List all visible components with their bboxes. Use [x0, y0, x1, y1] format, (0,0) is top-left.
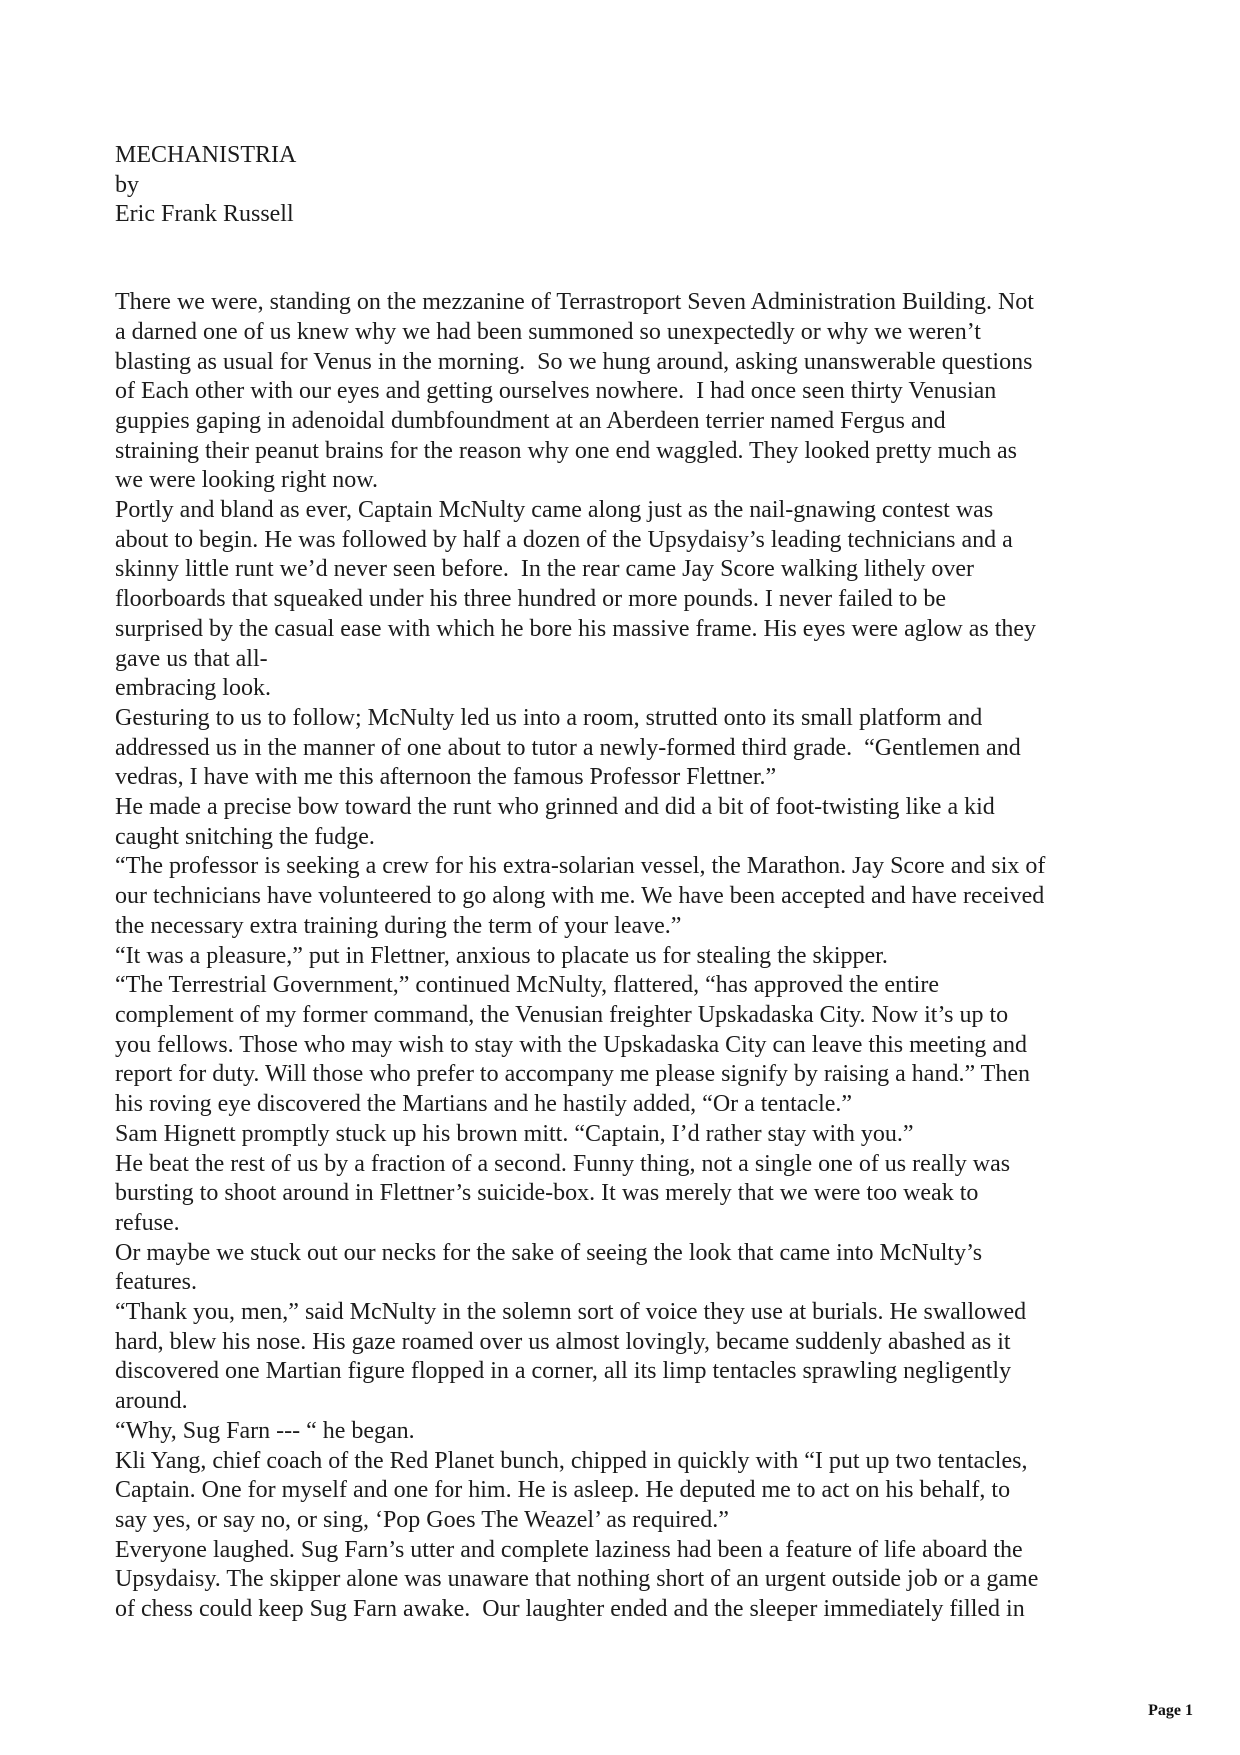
text-line: skinny little runt we’d never seen before. In the rear came Jay Score walking lithely over [115, 556, 975, 583]
text-line: embracing look. [115, 675, 271, 702]
paragraph [115, 1298, 1195, 1417]
text-line: addressed us in the manner of one about to tutor a newly-formed third grade. “Gentlemen and [115, 734, 1021, 761]
text-line: you fellows. Those who may wish to stay with the Upskadaska City can leave this meeting and [115, 1031, 1028, 1058]
paragraph [115, 852, 1195, 941]
text-line: guppies gaping in adenoidal dumbfoundment at an Aberdeen terrier named Fergus and [115, 407, 946, 434]
text-line: Gesturing to us to follow; McNulty led us into a room, strutted onto its small platform and [115, 704, 983, 731]
text-line: Captain. One for myself and one for him. He is asleep. He deputed me to act on his behalf, to [115, 1477, 1011, 1504]
title-block [115, 141, 1195, 230]
text-line: report for duty. Will those who prefer to accompany me please signify by raising a hand.” Then [115, 1061, 1030, 1088]
text-line: Everyone laughed. Sug Farn’s utter and complete laziness had been a feature of life aboard the [115, 1536, 1023, 1563]
paragraph [115, 1239, 1195, 1298]
text-line: He beat the rest of us by a fraction of a second. Funny thing, not a single one of us really was [115, 1150, 1011, 1177]
text-line: vedras, I have with me this afternoon the famous Professor Flettner.” [115, 764, 777, 791]
text-line: bursting to shoot around in Flettner’s suicide-box. It was merely that we were too weak to [115, 1180, 979, 1207]
text-line: He made a precise bow toward the runt who grinned and did a bit of foot-twisting like a kid [115, 794, 995, 821]
text-line: “Thank you, men,” said McNulty in the solemn sort of voice they use at burials. He swallowed [115, 1299, 1027, 1326]
text-line: a darned one of us knew why we had been summoned so unexpectedly or why we weren’t [115, 318, 981, 345]
text-line: gave us that all- [115, 645, 268, 672]
text-line: say yes, or say no, or sing, ‘Pop Goes The Weazel’ as required.” [115, 1506, 729, 1533]
text-line: “Why, Sug Farn --- “ he began. [115, 1417, 415, 1444]
story-title: MECHANISTRIA [115, 142, 297, 168]
text-line: Portly and bland as ever, Captain McNulty came along just as the nail-gnawing contest was [115, 497, 994, 524]
text-line: surprised by the casual ease with which he bore his massive frame. His eyes were aglow as they [115, 615, 1037, 642]
page-content [115, 141, 1195, 1625]
paragraph [115, 1536, 1195, 1625]
byline: by [115, 171, 139, 198]
text-line: our technicians have volunteered to go along with me. We have been accepted and have received [115, 883, 1045, 910]
text-line: Upsydaisy. The skipper alone was unaware that nothing short of an urgent outside job or a game [115, 1566, 1039, 1593]
paragraph [115, 1417, 1195, 1447]
text-line: caught snitching the fudge. [115, 823, 375, 850]
text-line: Or maybe we stuck out our necks for the sake of seeing the look that came into McNulty’s [115, 1239, 983, 1266]
text-line: blasting as usual for Venus in the morning. So we hung around, asking unanswerable questions [115, 348, 1033, 375]
paragraph [115, 942, 1195, 972]
text-line: There we were, standing on the mezzanine of Terrastroport Seven Administration Building. Not [115, 289, 1034, 316]
text-line: of chess could keep Sug Farn awake. Our laughter ended and the sleeper immediately filled in [115, 1596, 1025, 1623]
paragraph [115, 1150, 1195, 1239]
paragraph [115, 288, 1195, 496]
text-line: around. [115, 1388, 188, 1415]
author-name: Eric Frank Russell [115, 201, 294, 228]
text-line: the necessary extra training during the term of your leave.” [115, 912, 682, 939]
text-line: his roving eye discovered the Martians and he hastily added, “Or a tentacle.” [115, 1091, 853, 1118]
paragraph [115, 1120, 1195, 1150]
paragraph [115, 971, 1195, 1120]
page-number: Page 1 [1148, 1702, 1193, 1719]
paragraph [115, 704, 1195, 793]
text-line: straining their peanut brains for the reason why one end waggled. They looked pretty much as [115, 437, 1017, 464]
paragraph [115, 496, 1195, 704]
text-line: “The Terrestrial Government,” continued McNulty, flattered, “has approved the entire [115, 972, 939, 999]
text-line: hard, blew his nose. His gaze roamed over us almost lovingly, became suddenly abashed as it [115, 1328, 1011, 1355]
text-line: discovered one Martian figure flopped in a corner, all its limp tentacles sprawling negligently [115, 1358, 1012, 1385]
document-body [115, 288, 1195, 1625]
text-line: features. [115, 1269, 197, 1296]
text-line: refuse. [115, 1209, 180, 1236]
paragraph [115, 793, 1195, 852]
text-line: floorboards that squeaked under his three hundred or more pounds. I never failed to be [115, 586, 947, 613]
text-line: about to begin. He was followed by half a dozen of the Upsydaisy’s leading technicians and a [115, 526, 1013, 553]
paragraph [115, 1447, 1195, 1536]
text-line: Kli Yang, chief coach of the Red Planet bunch, chipped in quickly with “I put up two tentacles, [115, 1447, 1028, 1474]
text-line: complement of my former command, the Venusian freighter Upskadaska City. Now it’s up to [115, 1001, 1009, 1028]
text-line: “It was a pleasure,” put in Flettner, anxious to placate us for stealing the skipper. [115, 942, 888, 969]
text-line: we were looking right now. [115, 467, 379, 494]
text-line: “The professor is seeking a crew for his extra-solarian vessel, the Marathon. Jay Score and six of [115, 853, 1046, 880]
text-line: Sam Hignett promptly stuck up his brown mitt. “Captain, I’d rather stay with you.” [115, 1120, 914, 1147]
text-line: of Each other with our eyes and getting ourselves nowhere. I had once seen thirty Venusian [115, 378, 997, 405]
